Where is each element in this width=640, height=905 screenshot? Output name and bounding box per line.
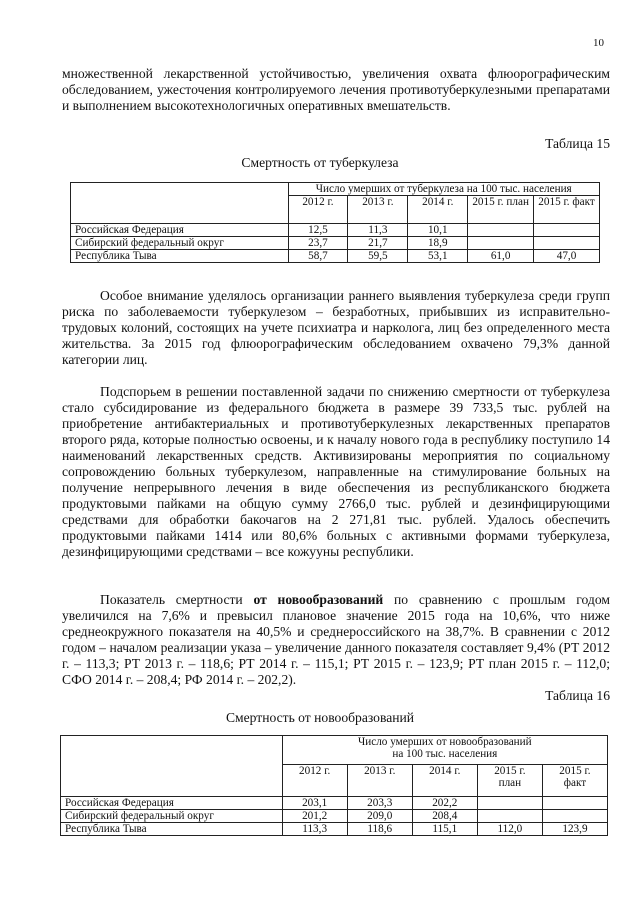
table15-col-2015-fact: 2015 г. факт [534, 196, 600, 224]
table-15 [70, 182, 600, 263]
cell: 201,2 [282, 810, 347, 823]
table16-col-2015-plan: 2015 г. план [477, 765, 542, 797]
cell [468, 237, 534, 250]
table-row [71, 237, 600, 250]
table15-col-2013: 2013 г. [348, 196, 408, 224]
table15-corner [71, 183, 289, 224]
cell: 115,1 [412, 823, 477, 836]
row-name: Российская Федерация [61, 797, 283, 810]
cell: 23,7 [288, 237, 348, 250]
neoplasms-bold-term: от новообразований [253, 592, 384, 607]
table-row [61, 823, 608, 836]
table15-header-group: Число умерших от туберкулеза на 100 тыс. населения [288, 183, 599, 196]
intro-paragraph: множественной лекарственной устойчивостью, увеличения охвата флюорографическим обследованием, ужесточения контролируемого лечения противотуберкулезными препаратами и выполнением высокотехнологичных оперативных вмешательств. [62, 66, 610, 113]
cell: 123,9 [542, 823, 607, 836]
cell: 21,7 [348, 237, 408, 250]
table16-header-group: Число умерших от новообразований на 100 тыс. населения [282, 736, 607, 765]
cell: 203,1 [282, 797, 347, 810]
table-16 [60, 735, 608, 836]
table15-label: Таблица 15 [545, 136, 610, 151]
subsidy-paragraph: Подспорьем в решении поставленной задачи по снижению смертности от туберкулеза стало субсидирование из федерального бюджета в размере 39 733,5 тыс. рублей на приобретение антибактериальных и противотуберкулезных лекарственных препаратов второго ряда, которые полностью освоены, и к началу нового года в республику поступило 14 наименований лекарственных средств. Активизированы мероприятия по социальному сопровождению больных туберкулезом, направленные на стимулирование больных на получение непрерывного лечения в виде обеспечения из республиканского бюджета продуктовыми пайками на общую сумму 2766,0 тыс. рублей и дезинфицирующими средствами для обработки бакочагов на 2 271,81 тыс. рублей. Удалось обеспечить продуктовыми пайками 1414 или 80,6% больных с активными формами туберкулеза, дезинфицирующими средствами – все кожууны республики. [62, 384, 610, 559]
row-name: Республика Тыва [61, 823, 283, 836]
row-name: Российская Федерация [71, 224, 289, 237]
cell: 11,3 [348, 224, 408, 237]
table16-label: Таблица 16 [545, 688, 610, 703]
table-row [61, 797, 608, 810]
row-name: Сибирский федеральный округ [61, 810, 283, 823]
table15-col-2012: 2012 г. [288, 196, 348, 224]
cell: 12,5 [288, 224, 348, 237]
page-number: 10 [593, 37, 604, 49]
cell: 10,1 [408, 224, 468, 237]
early-detection-paragraph: Особое внимание уделялось организации раннего выявления туберкулеза среди групп риска по заболеваемости туберкулезом – безработных, прибывших из исправительно-трудовых колоний, состоящих на учете психиатра и нарколога, лиц без определенного места жительства. За 2015 год флюорографическим обследованием охвачено 79,3% данной категории лиц. [62, 288, 610, 367]
neoplasms-lead: Показатель смертности [100, 592, 254, 607]
cell: 209,0 [347, 810, 412, 823]
cell: 202,2 [412, 797, 477, 810]
cell: 59,5 [348, 250, 408, 263]
neoplasms-paragraph [62, 592, 610, 688]
cell: 208,4 [412, 810, 477, 823]
cell: 18,9 [408, 237, 468, 250]
cell [542, 797, 607, 810]
table-row [71, 250, 600, 263]
cell [477, 797, 542, 810]
cell: 53,1 [408, 250, 468, 263]
table-row [61, 810, 608, 823]
cell [477, 810, 542, 823]
table16-corner [61, 736, 283, 797]
table16-title: Смертность от новообразований [225, 710, 415, 725]
cell: 58,7 [288, 250, 348, 263]
table-row [71, 224, 600, 237]
table15-col-2015-plan: 2015 г. план [468, 196, 534, 224]
row-name: Сибирский федеральный округ [71, 237, 289, 250]
cell: 113,3 [282, 823, 347, 836]
table15-col-2014: 2014 г. [408, 196, 468, 224]
cell: 61,0 [468, 250, 534, 263]
row-name: Республика Тыва [71, 250, 289, 263]
neoplasms-rest: по сравнению с прошлым годом увеличился на 7,6% и превысил плановое значение 2015 года на 10,6%, что ниже среднеокружного показателя на 40,5% и среднероссийского на 38,7%. В сравнении с 2012 годом – началом реализации указа – увеличение данного показателя составляет 9,4% (РТ 2012 г. – 113,3; РТ 2013 г. – 118,6; РТ 2014 г. – 115,1; РТ 2015 г. – 123,9; РТ план 2015 г. – 112,0; СФО 2014 г. – 208,4; РФ 2014 г. – 202,2). [62, 592, 610, 687]
table16-col-2015-fact: 2015 г. факт [542, 765, 607, 797]
table15-title: Смертность от туберкулеза [241, 155, 399, 170]
cell [534, 224, 600, 237]
cell [542, 810, 607, 823]
cell: 203,3 [347, 797, 412, 810]
cell: 47,0 [534, 250, 600, 263]
cell: 118,6 [347, 823, 412, 836]
table16-col-2013: 2013 г. [347, 765, 412, 797]
cell: 112,0 [477, 823, 542, 836]
cell [468, 224, 534, 237]
cell [534, 237, 600, 250]
table16-col-2012: 2012 г. [282, 765, 347, 797]
table16-col-2014: 2014 г. [412, 765, 477, 797]
